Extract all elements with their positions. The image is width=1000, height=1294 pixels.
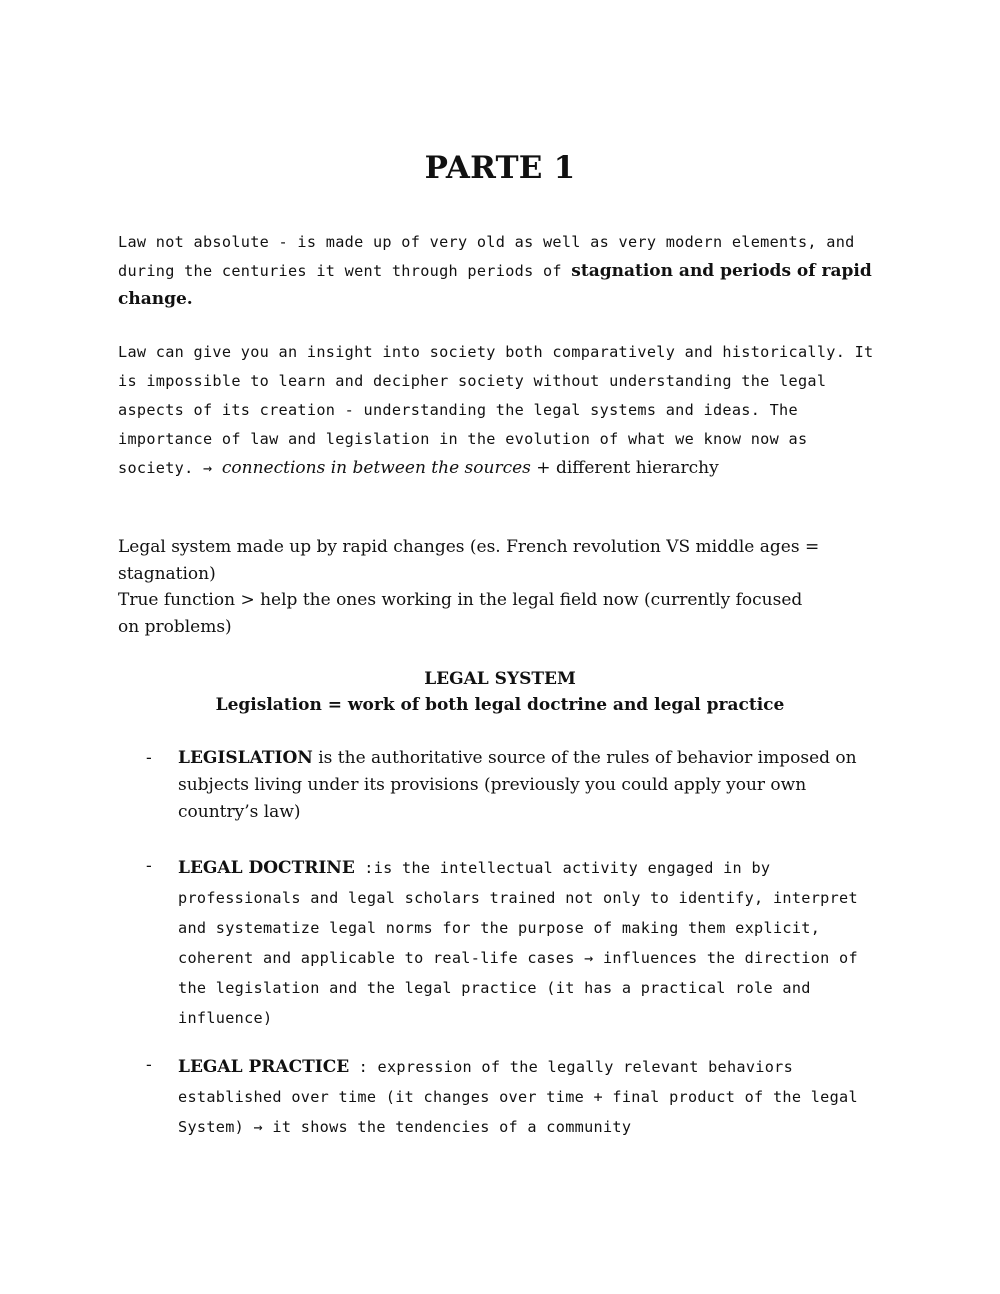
bullet-description: :is the intellectual activity engaged in by professionals and legal scholars trained not only to identify, interpret and systematize legal norms for the purpose of making them explicit, coherent and applicable to real-life cases → influences the direction of the legislation and the legal practice (it has a practical role and influence) xyxy=(178,859,858,1027)
bullet-text xyxy=(178,853,883,1033)
section-subheading: Legislation = work of both legal doctrine and legal practice xyxy=(215,695,785,715)
paragraph-law-not-absolute xyxy=(118,228,888,313)
bullet-dash: - xyxy=(146,1055,152,1075)
bullet-dash: - xyxy=(146,748,152,768)
bullet-term: LEGAL PRACTICE xyxy=(178,1057,350,1077)
paragraph-text: Law not absolute - is made up of very old as well as very modern elements, and during the centuries it went through periods of xyxy=(118,233,855,280)
paragraph-insight-into-society xyxy=(118,338,888,483)
bullet-description: is the authoritative source of the rules of behavior imposed on subjects living under its provisions (previously you could apply your own country’s law) xyxy=(178,748,857,822)
bullet-dash: - xyxy=(146,856,152,876)
bullet-text xyxy=(178,745,883,826)
paragraph-bold-text: stagnation and periods of rapid change. xyxy=(118,261,872,309)
page-title: PARTE 1 xyxy=(424,150,576,186)
bullet-text xyxy=(178,1052,883,1142)
paragraph-rapid-changes: Legal system made up by rapid changes (es. French revolution VS middle ages = stagnation) xyxy=(118,537,820,584)
paragraph-text: Law can give you an insight into society both comparatively and historically. It is impossible to learn and decipher society without understanding the legal aspects of its creation - understanding the legal systems and ideas. The importance of law and legislation in the evolution of what we know now as society. → xyxy=(118,343,874,477)
paragraph-true-function: True function > help the ones working in the legal field now (currently focused on problems) xyxy=(118,590,803,637)
section-heading: LEGAL SYSTEM xyxy=(424,669,576,689)
list-item-legal-practice xyxy=(146,1052,886,1147)
bullet-description: : expression of the legally relevant behaviors established over time (it changes over time + final product of the legal System) → it shows the tendencies of a community xyxy=(178,1058,858,1136)
paragraph-tail-text: + different hierarchy xyxy=(530,458,719,478)
list-item-legislation xyxy=(146,745,886,835)
bullet-term: LEGISLATION xyxy=(178,748,313,768)
list-item-legal-doctrine xyxy=(146,853,886,1033)
bullet-term: LEGAL DOCTRINE xyxy=(178,858,355,878)
paragraph-italic-text: connections in between the sources xyxy=(221,458,531,478)
